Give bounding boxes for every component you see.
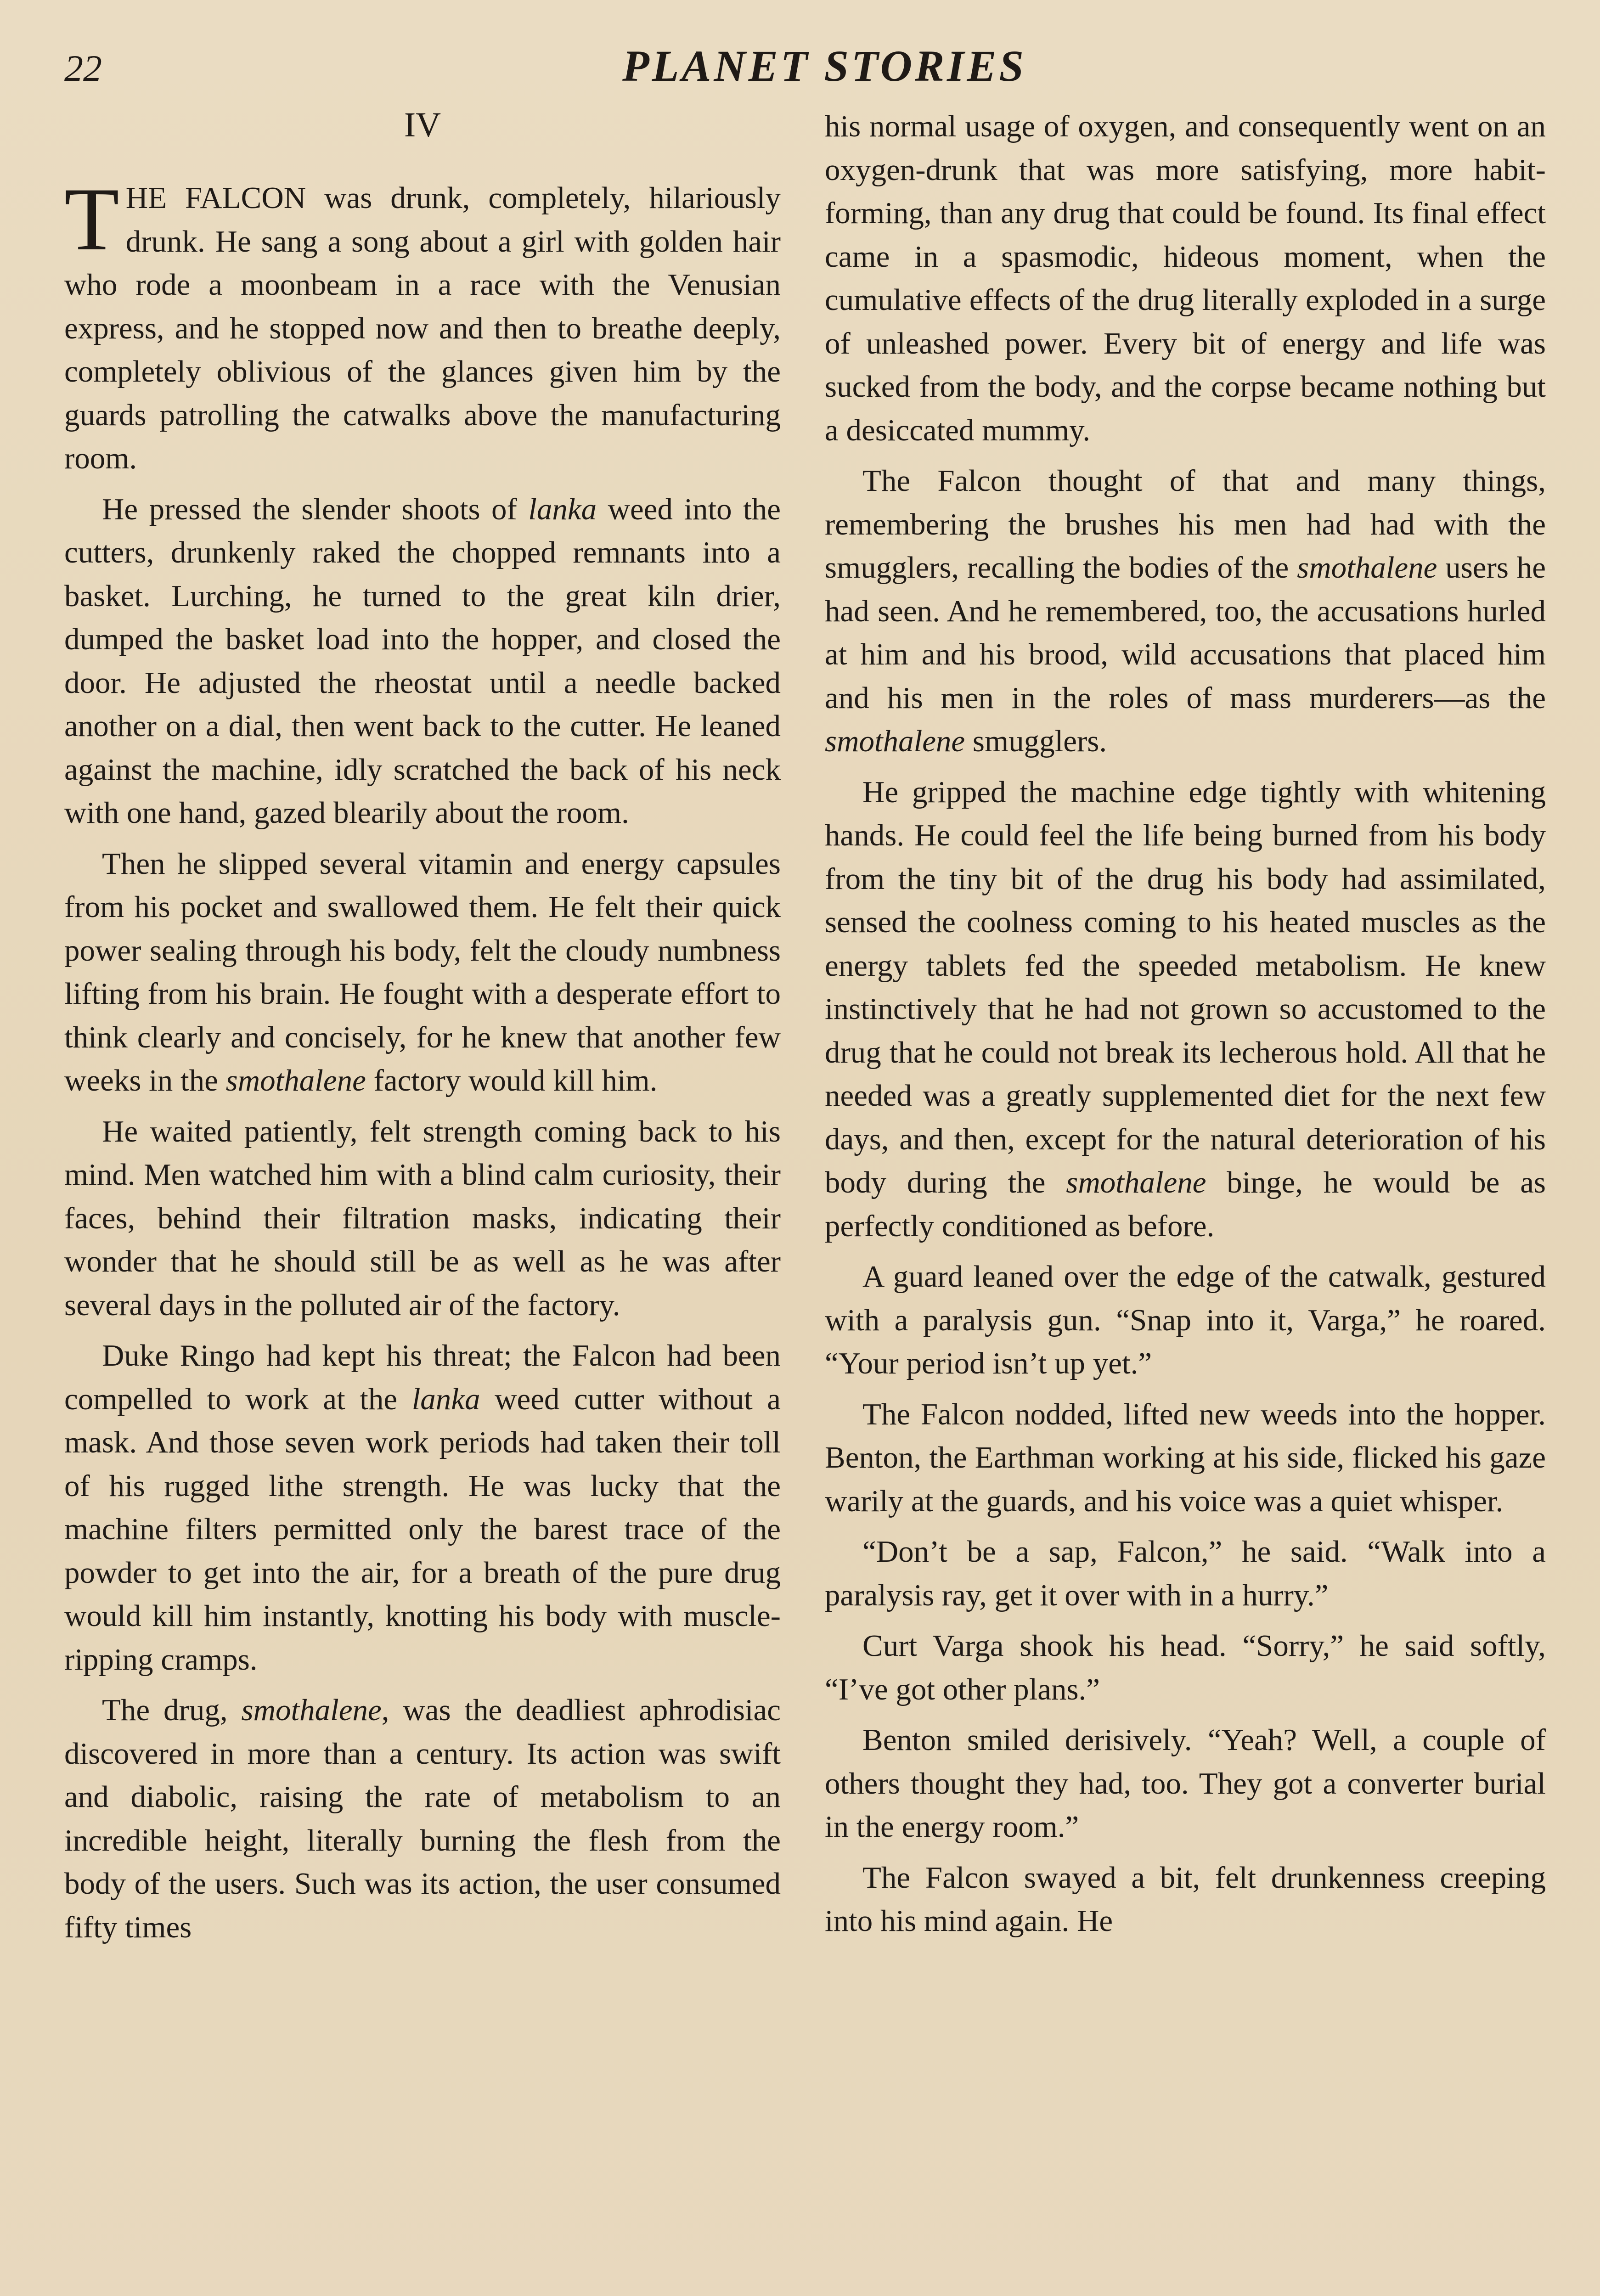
paragraph: The drug, smothalene, was the deadliest aphrodisiac discovered in more than a century. Its action was swift and diabolic, raising the rate of metabolism to an incredible height, literally burning the flesh from the body of the users. Such was its action, the user consumed fifty times: [64, 1693, 781, 1944]
page-header: [0, 40, 1600, 100]
paragraph: He gripped the machine edge tightly with whitening hands. He could feel the life being burned from his body from the tiny bit of the drug his body had assimilated, sensed the coolness coming to his heated muscles as the energy tablets fed the speeded metabolism. He knew instinctively that he had not grown so accustomed to the drug that he could not break its lecherous hold. All that he needed was a greatly supplemented diet for the next few days, and then, except for the natural deterioration of his body during the smothalene binge, he would be as perfectly conditioned as before.: [825, 775, 1546, 1243]
paragraph: [64, 169, 781, 480]
paragraph: Curt Varga shook his head. “Sorry,” he said softly, “I’ve got other plans.”: [825, 1629, 1546, 1706]
paragraph: The Falcon swayed a bit, felt drunkenness creeping into his mind again. He: [825, 1860, 1546, 1938]
left-column: [64, 102, 781, 1956]
paragraph-text: HE FALCON was drunk, completely, hilariously drunk. He sang a song about a girl with golden hair who rode a moonbeam in a race with the Venusian express, and he stopped now and then to breathe deeply, completely oblivious of the glances given him by the guards patrolling the catwalks above the manufacturing room.: [64, 181, 781, 475]
paragraph: “Don’t be a sap, Falcon,” he said. “Walk into a paralysis ray, get it over with in a hurry.”: [825, 1535, 1546, 1612]
chapter-heading: IV: [404, 106, 441, 144]
paragraph: Benton smiled derisively. “Yeah? Well, a couple of others thought they had, too. They got a converter burial in the energy room.”: [825, 1723, 1546, 1844]
paragraph: A guard leaned over the edge of the catwalk, gestured with a paralysis gun. “Snap into it, Varga,” he roared. “Your period isn’t up yet.”: [825, 1260, 1546, 1380]
paragraph: The Falcon thought of that and many things, remembering the brushes his men had had with the smugglers, recalling the bodies of the smothalene users he had seen. And he remembered, too, the accusations hurled at him and his brood, wild accusations that placed him and his men in the roles of mass murderers—as the smothalene smugglers.: [825, 464, 1546, 758]
page-number: 22: [64, 47, 102, 89]
paragraph: Then he slipped several vitamin and energy capsules from his pocket and swallowed them. He felt their quick power sealing through his body, felt the cloudy numbness lifting from his brain. He fought with a desperate effort to think clearly and concisely, for he knew that another few weeks in the smothalene factory would kill him.: [64, 846, 781, 1097]
magazine-title: PLANET STORIES: [622, 41, 1026, 90]
right-column: [825, 105, 1546, 1950]
paragraph: The Falcon nodded, lifted new weeds into the hopper. Benton, the Earthman working at his side, flicked his gaze warily at the guards, and his voice was a quiet whisper.: [825, 1397, 1546, 1518]
drop-cap: T: [64, 169, 119, 269]
paragraph: Duke Ringo had kept his threat; the Falcon had been compelled to work at the lanka weed cutter without a mask. And those seven work periods had taken their toll of his rugged lithe strength. He was lucky that the machine filters permitted only the barest trace of the powder to get into the air, for a breath of the pure drug would kill him instantly, knotting his body with muscle-ripping cramps.: [64, 1339, 781, 1677]
paragraph: He pressed the slender shoots of lanka weed into the cutters, drunkenly raked the chopped remnants into a basket. Lurching, he turned to the great kiln drier, dumped the basket load into the hopper, and closed the door. He adjusted the rheostat until a needle backed another on a dial, then went back to the cutter. He leaned against the machine, idly scratched the back of his neck with one hand, gazed blearily about the room.: [64, 492, 781, 830]
paragraph: He waited patiently, felt strength coming back to his mind. Men watched him with a blind calm curiosity, their faces, behind their filtration masks, indicating their wonder that he should still be as well as he was after several days in the polluted air of the factory.: [64, 1114, 781, 1322]
paragraph: his normal usage of oxygen, and consequently went on an oxygen-drunk that was more satisfying, more habit-forming, than any drug that could be found. Its final effect came in a spasmodic, hideous moment, when the cumulative effects of the drug literally exploded in a surge of unleashed power. Every bit of energy and life was sucked from the body, and the corpse became nothing but a desiccated mummy.: [825, 109, 1546, 447]
